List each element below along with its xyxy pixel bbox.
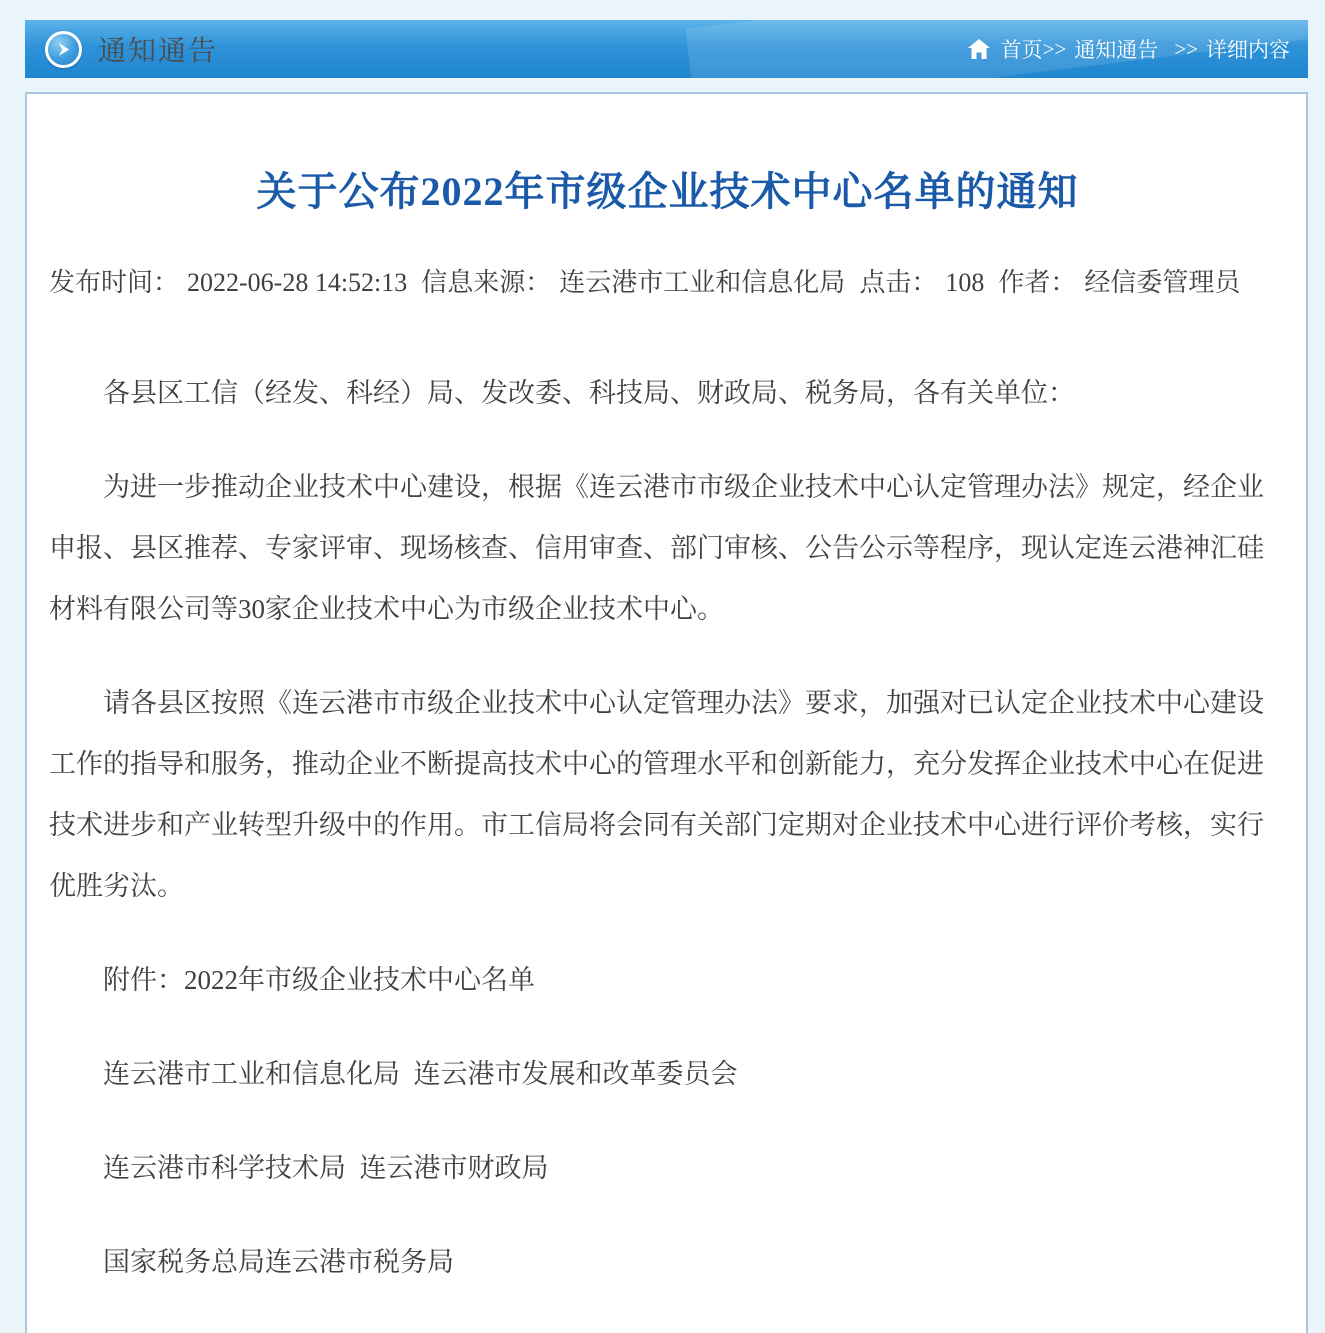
body-paragraph: 为进一步推动企业技术中心建设，根据《连云港市市级企业技术中心认定管理办法》规定，经企业申报、县区推荐、专家评审、现场核查、信用审查、部门审核、公告公示等程序，现认定连云港神汇硅材料有限公司等30家企业技术中心为市级企业技术中心。 [49, 472, 1264, 624]
article-container [25, 92, 1308, 1333]
author-value: 经信委管理员 [1084, 268, 1241, 297]
author-label: 作者： [998, 268, 1077, 297]
publish-time-label: 发布时间： [49, 268, 180, 297]
arrow-right-circle-icon [45, 31, 82, 68]
clicks-value: 108 [945, 268, 985, 297]
article-meta [49, 262, 1286, 299]
breadcrumb-current: 详细内容 [1206, 38, 1290, 62]
breadcrumb-section-link[interactable]: 通知通告 [1074, 38, 1159, 62]
breadcrumb-separator: >> [1042, 36, 1067, 61]
breadcrumb-separator: >> [1174, 36, 1198, 61]
attachment-line: 附件：2022年市级企业技术中心名单 [103, 965, 535, 995]
section-title: 通知通告 [98, 36, 219, 67]
signature-line: 连云港市工业和信息化局 连云港市发展和改革委员会 [103, 1059, 738, 1089]
breadcrumb [967, 34, 1290, 64]
section-header-left [45, 29, 218, 69]
article-title: 关于公布2022年市级企业技术中心名单的通知 [256, 169, 1079, 214]
source-value: 连云港市工业和信息化局 [559, 268, 846, 297]
body-paragraph: 请各县区按照《连云港市市级企业技术中心认定管理办法》要求，加强对已认定企业技术中心建设工作的指导和服务，推动企业不断提高技术中心的管理水平和创新能力，充分发挥企业技术中心在促进技术进步和产业转型升级中的作用。市工信局将会同有关部门定期对企业技术中心进行评价考核，实行优胜劣汰。 [49, 688, 1264, 901]
article-body [49, 363, 1286, 1293]
clicks-label: 点击： [859, 268, 938, 297]
signature-line: 连云港市科学技术局 连云港市财政局 [103, 1153, 549, 1183]
breadcrumb-home-link[interactable]: 首页 [1000, 38, 1043, 62]
home-icon[interactable] [967, 38, 991, 60]
source-label: 信息来源： [421, 268, 552, 297]
signature-line: 国家税务总局连云港市税务局 [103, 1247, 454, 1277]
publish-time-value: 2022-06-28 14:52:13 [187, 268, 408, 297]
section-header-bar [25, 20, 1308, 78]
salutation-line: 各县区工信（经发、科经）局、发改委、科技局、财政局、税务局，各有关单位： [103, 378, 1075, 408]
